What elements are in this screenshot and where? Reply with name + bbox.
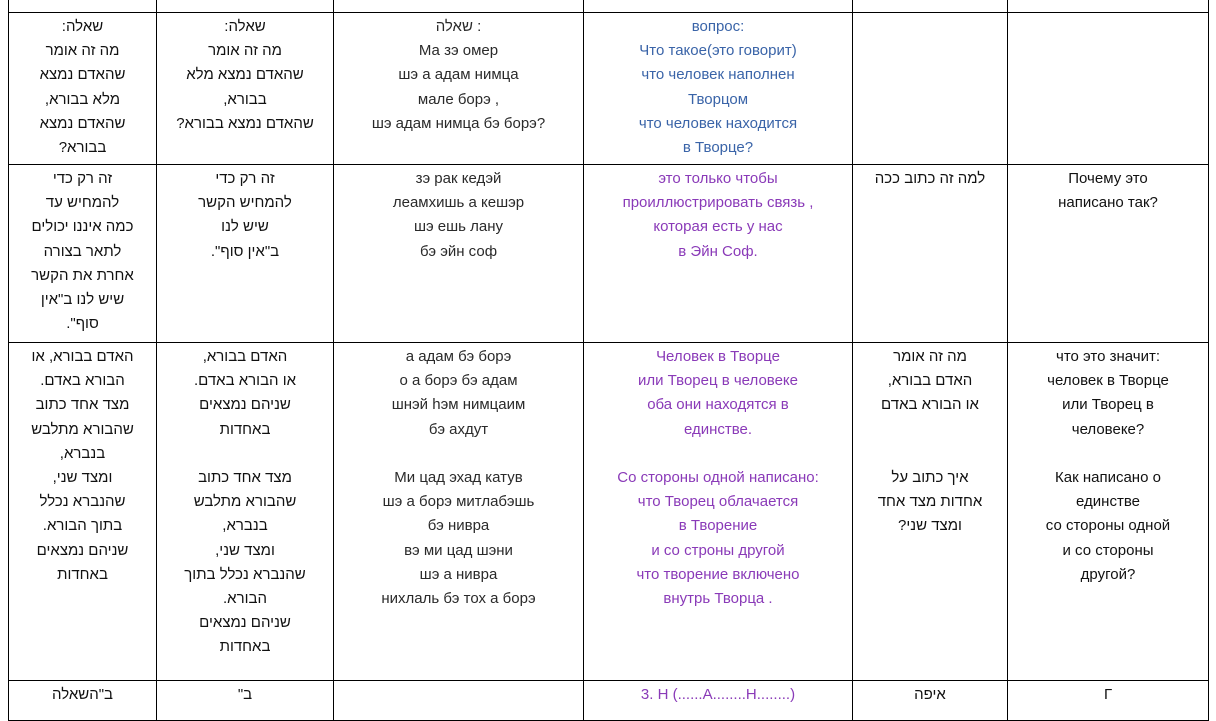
table-row — [9, 343, 1209, 681]
hebrew-cell — [9, 681, 157, 721]
cell-line: зэ рак кедэй — [415, 170, 502, 187]
cell-line: шэ а адам нимца — [398, 66, 519, 84]
cell-line: и со строны другой — [651, 541, 785, 559]
cell-line: или Творец в — [1062, 396, 1154, 414]
transliteration-cell — [334, 343, 584, 681]
hebrew-cell — [157, 681, 334, 721]
cell-line: Что такое(это говорит) — [639, 42, 797, 60]
russian-question-cell — [1008, 681, 1209, 721]
cell-line: другой? — [1080, 565, 1136, 583]
cell-line: באחדות — [219, 420, 271, 438]
hebrew-question-cell — [853, 165, 1008, 343]
cell-line: שיש לנו ב"אין — [40, 291, 125, 309]
cell-line: что человек находится — [638, 114, 798, 132]
cell-line: באחדות — [57, 565, 108, 583]
cell-line: שאלה: — [224, 18, 266, 35]
cell-line: אחדות מצד אחד — [877, 493, 983, 511]
cell-line: מצד אחד כתוב — [198, 469, 292, 486]
cell-line: Творцом — [687, 90, 749, 108]
cell-line: о а борэ бэ адам — [399, 372, 518, 390]
cell-line: что творение включено — [636, 565, 800, 583]
russian-translation-cell — [584, 13, 853, 165]
cell-line: нихлаль бэ тох а борэ — [381, 590, 536, 608]
cell-line: Ми цад эхад катув — [394, 469, 523, 486]
russian-translation-cell — [584, 165, 853, 343]
cell-line: человек в Творце — [1047, 372, 1169, 390]
cell-line: которая есть у нас — [653, 218, 783, 236]
table-row-top-stub — [9, 0, 1209, 13]
cell-line: Как написано о — [1055, 469, 1161, 486]
cell-line: בבורא? — [58, 139, 107, 157]
cell-line: בבורא, — [223, 90, 267, 108]
cell-line: זה רק כדי — [215, 170, 275, 187]
cell-line: אחרת את הקשר — [31, 266, 134, 284]
cell-line: שאלה : — [435, 18, 482, 35]
cell-line: שהאדם נמצא — [39, 114, 126, 132]
table-cell — [9, 0, 157, 13]
cell-line: проиллюстрировать связь , — [622, 194, 814, 212]
cell-line: בנברא, — [59, 444, 106, 462]
cell-line — [160, 442, 330, 466]
transliteration-cell — [334, 165, 584, 343]
cell-line: האדם בבורא, — [887, 372, 973, 390]
cell-line: מצד אחד כתוב — [35, 396, 130, 414]
cell-line: и со стороны — [1062, 541, 1154, 559]
cell-line: או הבורא באדם — [881, 396, 979, 414]
cell-line: באחדות — [219, 638, 271, 656]
cell-line: оба они находятся в — [647, 396, 789, 414]
cell-line: איפה — [914, 686, 946, 703]
hebrew-cell — [157, 343, 334, 681]
cell-line: бэ эйн соф — [419, 242, 498, 260]
hebrew-question-cell — [853, 343, 1008, 681]
cell-line: מה זה אומר — [893, 348, 967, 365]
cell-line: ב"אין סוף". — [210, 242, 280, 260]
cell-line: что человек наполнен — [641, 66, 795, 84]
cell-line: האדם בבורא, — [202, 348, 288, 365]
cell-line: להמחיש הקשר — [198, 194, 292, 212]
cell-line: бэ нивра — [427, 517, 490, 535]
hebrew-cell — [9, 343, 157, 681]
cell-line: внутрь Творца . — [663, 590, 773, 608]
table-cell — [334, 0, 584, 13]
cell-line: шэ а борэ митлабэшь — [382, 493, 535, 511]
cell-line: шнэй hэм нимцаим — [391, 396, 526, 414]
cell-line: человеке? — [1071, 420, 1145, 438]
cell-line — [856, 442, 1004, 466]
cell-line: 3. Н (......А........Н........) — [640, 686, 796, 703]
cell-line: в Творце? — [682, 139, 754, 157]
cell-line: в Творение — [678, 517, 758, 535]
cell-line: שהנברא נכלל בתוך — [184, 565, 306, 583]
cell-line: לתאר בצורה — [43, 242, 122, 260]
table-row — [9, 165, 1209, 343]
cell-line: מלא בבורא, — [44, 90, 121, 108]
cell-line: ב"השאלה — [51, 686, 114, 703]
cell-line: в Эйн Соф. — [678, 242, 758, 260]
cell-line: вопрос: — [691, 18, 745, 35]
table-row — [9, 13, 1209, 165]
cell-line: זה רק כדי — [52, 170, 113, 187]
cell-line: מה זה אומר — [208, 42, 282, 60]
russian-question-cell — [1008, 343, 1209, 681]
cell-line: להמחיש עד — [45, 194, 120, 212]
cell-line: שהבורא מתלבש — [31, 420, 134, 438]
cell-line: שניהם נמצאים — [36, 541, 129, 559]
cell-line: это только чтобы — [658, 170, 778, 187]
cell-line: Человек в Творце — [656, 348, 780, 365]
cell-line: Со стороны одной написано: — [617, 469, 819, 486]
transliteration-cell — [334, 13, 584, 165]
hebrew-question-cell — [853, 13, 1008, 165]
cell-line: шэ а нивра — [419, 565, 498, 583]
cell-line: למה זה כתוב ככה — [874, 170, 986, 187]
cell-line: ומצד שני, — [215, 541, 275, 559]
table-cell — [157, 0, 334, 13]
cell-line: леамхишь а кешэр — [392, 194, 525, 212]
table-row — [9, 681, 1209, 721]
cell-line: Почему это — [1068, 170, 1148, 187]
cell-line: написано так? — [1058, 194, 1158, 212]
russian-question-cell — [1008, 165, 1209, 343]
russian-translation-cell — [584, 343, 853, 681]
cell-line: ומצד שני, — [52, 469, 113, 487]
cell-line — [856, 418, 1004, 442]
cell-line: שאלה: — [61, 18, 104, 35]
cell-line: האדם בבורא, או — [31, 348, 134, 365]
cell-line: הבורא באדם. — [40, 372, 125, 390]
table-cell — [1008, 0, 1209, 13]
table-cell — [584, 0, 853, 13]
hebrew-cell — [9, 165, 157, 343]
cell-line: שיש לנו — [221, 218, 269, 236]
cell-line: единстве. — [683, 420, 753, 438]
hebrew-cell — [9, 13, 157, 165]
cell-line: שהבורא מתלבש — [193, 493, 297, 511]
cell-line: или Творец в человеке — [637, 372, 799, 390]
cell-line: שהאדם נמצא בבורא? — [176, 114, 314, 132]
hebrew-cell — [157, 165, 334, 343]
cell-line: Ма зэ омер — [418, 42, 499, 60]
cell-line — [337, 442, 580, 466]
cell-line: בתוך הבורא. — [42, 517, 123, 535]
cell-line: что это значит: — [1056, 348, 1160, 365]
cell-line: со стороны одной — [1045, 517, 1171, 535]
cell-line: איך כתוב על — [891, 468, 969, 486]
cell-line — [1011, 442, 1205, 466]
russian-question-cell — [1008, 13, 1209, 165]
cell-line: Г — [1103, 686, 1113, 703]
hebrew-cell — [157, 13, 334, 165]
transliteration-cell — [334, 681, 584, 721]
cell-line: בנברא, — [222, 517, 268, 535]
cell-line — [587, 442, 849, 466]
cell-line: שהאדם נמצא — [39, 66, 126, 84]
cell-line: единстве — [1076, 493, 1140, 511]
cell-line: а адам бэ борэ — [405, 348, 512, 365]
translation-table — [8, 0, 1209, 721]
cell-line: סוף". — [66, 315, 99, 333]
cell-line: כמה איננו יכולים — [31, 218, 134, 236]
cell-line: ב" — [237, 686, 253, 703]
cell-line: הבורא. — [223, 590, 267, 608]
cell-line: שהאדם נמצא מלא — [186, 66, 304, 84]
table-cell — [853, 0, 1008, 13]
cell-line: שניהם נמצאים — [199, 396, 291, 414]
cell-line: шэ ешь лану — [413, 218, 504, 236]
hebrew-question-cell — [853, 681, 1008, 721]
cell-line: או הבורא באדם. — [193, 372, 297, 390]
cell-line: שניהם נמצאים — [199, 614, 291, 632]
cell-line: мале борэ , — [417, 90, 500, 108]
cell-line: вэ ми цад шэни — [404, 541, 513, 559]
cell-line: שהנברא נכלל — [39, 493, 126, 511]
cell-line: מה זה אומר — [45, 42, 120, 60]
cell-line: ומצד שני? — [898, 517, 962, 535]
russian-translation-cell — [584, 681, 853, 721]
cell-line: бэ ахдут — [428, 420, 489, 438]
cell-line: шэ адам нимца бэ борэ? — [371, 114, 546, 132]
cell-line: что Творец облачается — [637, 493, 799, 511]
